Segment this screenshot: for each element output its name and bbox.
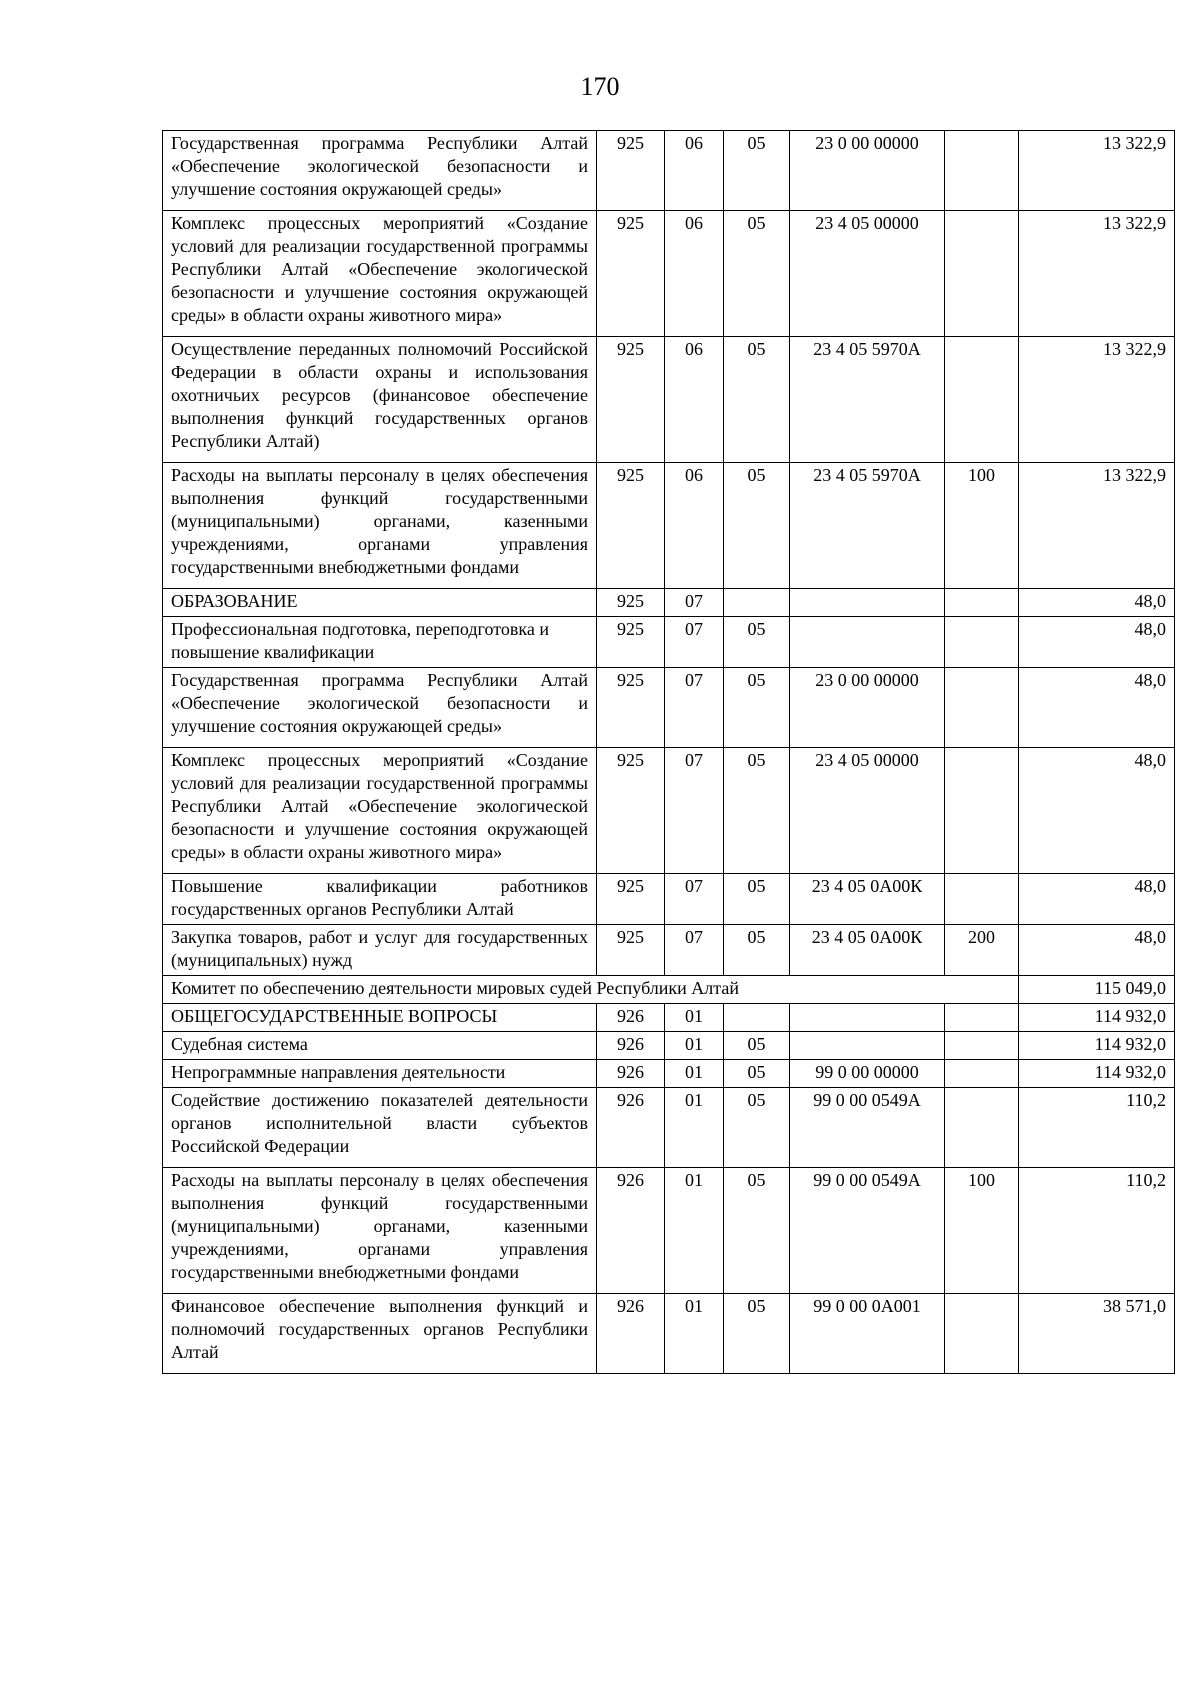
subsection-code-cell: 05: [724, 617, 790, 668]
expense-type-cell: [945, 1032, 1019, 1060]
ved-code-cell: 925: [597, 589, 665, 617]
ved-code-cell: 926: [597, 1032, 665, 1060]
table-row: [163, 1032, 1175, 1060]
sum-cell: 114 932,0: [1019, 1060, 1175, 1088]
row-name-cell: Закупка товаров, работ и услуг для государственных (муниципальных) нужд: [163, 925, 597, 976]
ved-code-cell: 926: [597, 1088, 665, 1168]
section-code-cell: 07: [665, 925, 724, 976]
target-article-cell: 23 0 00 00000: [790, 131, 945, 211]
ved-code-cell: 925: [597, 211, 665, 337]
row-name-cell: Комитет по обеспечению деятельности мировых судей Республики Алтай: [163, 976, 1019, 1004]
expense-type-cell: [945, 748, 1019, 874]
target-article-cell: 23 4 05 0А00К: [790, 874, 945, 925]
sum-cell: 48,0: [1019, 925, 1175, 976]
expense-type-cell: [945, 1294, 1019, 1374]
subsection-code-cell: 05: [724, 748, 790, 874]
table-row: [163, 748, 1175, 874]
expense-type-cell: [945, 211, 1019, 337]
section-code-cell: 07: [665, 589, 724, 617]
sum-cell: 114 932,0: [1019, 1032, 1175, 1060]
row-name-cell: ОБРАЗОВАНИЕ: [163, 589, 597, 617]
ved-code-cell: 925: [597, 874, 665, 925]
table-row: [163, 617, 1175, 668]
row-name-cell: Расходы на выплаты персоналу в целях обеспечения выполнения функций государственными (муниципальными) органами, казенными учреждениями, органами управления государственными внебюджетными фондами: [163, 1168, 597, 1294]
table-row: [163, 211, 1175, 337]
sum-cell: 48,0: [1019, 748, 1175, 874]
row-name-cell: Комплекс процессных мероприятий «Создание условий для реализации государственной программы Республики Алтай «Обеспечение экологической безопасности и улучшение состояния окружающей среды» в области охраны животного мира»: [163, 211, 597, 337]
sum-cell: 48,0: [1019, 874, 1175, 925]
section-code-cell: 06: [665, 463, 724, 589]
expense-type-cell: [945, 131, 1019, 211]
row-name-cell: Комплекс процессных мероприятий «Создание условий для реализации государственной программы Республики Алтай «Обеспечение экологической безопасности и улучшение состояния окружающей среды» в области охраны животного мира»: [163, 748, 597, 874]
row-name-cell: Финансовое обеспечение выполнения функций и полномочий государственных органов Республики Алтай: [163, 1294, 597, 1374]
section-code-cell: 01: [665, 1032, 724, 1060]
subsection-code-cell: 05: [724, 1088, 790, 1168]
expense-type-cell: [945, 589, 1019, 617]
table-row: [163, 589, 1175, 617]
ved-code-cell: 926: [597, 1168, 665, 1294]
target-article-cell: 23 4 05 0А00К: [790, 925, 945, 976]
target-article-cell: [790, 617, 945, 668]
subsection-code-cell: 05: [724, 874, 790, 925]
expense-type-cell: [945, 1060, 1019, 1088]
expense-type-cell: 100: [945, 463, 1019, 589]
section-code-cell: 01: [665, 1294, 724, 1374]
target-article-cell: [790, 1032, 945, 1060]
section-code-cell: 07: [665, 668, 724, 748]
section-code-cell: 06: [665, 131, 724, 211]
sum-cell: 38 571,0: [1019, 1294, 1175, 1374]
table-row: [163, 131, 1175, 211]
ved-code-cell: 926: [597, 1004, 665, 1032]
sum-cell: 48,0: [1019, 617, 1175, 668]
row-name-cell: Профессиональная подготовка, переподготовка и повышение квалификации: [163, 617, 597, 668]
section-code-cell: 01: [665, 1060, 724, 1088]
section-code-cell: 01: [665, 1168, 724, 1294]
row-name-cell: Государственная программа Республики Алтай «Обеспечение экологической безопасности и улучшение состояния окружающей среды»: [163, 131, 597, 211]
row-name-cell: Повышение квалификации работников государственных органов Республики Алтай: [163, 874, 597, 925]
target-article-cell: 23 4 05 5970А: [790, 463, 945, 589]
target-article-cell: 23 4 05 00000: [790, 211, 945, 337]
table-row: [163, 668, 1175, 748]
sum-cell: 48,0: [1019, 589, 1175, 617]
subsection-code-cell: 05: [724, 1168, 790, 1294]
subsection-code-cell: 05: [724, 211, 790, 337]
expense-type-cell: [945, 1088, 1019, 1168]
row-name-cell: Непрограммные направления деятельности: [163, 1060, 597, 1088]
subsection-code-cell: 05: [724, 1032, 790, 1060]
expense-type-cell: 100: [945, 1168, 1019, 1294]
expense-type-cell: 200: [945, 925, 1019, 976]
sum-cell: 13 322,9: [1019, 337, 1175, 463]
target-article-cell: 99 0 00 0549А: [790, 1168, 945, 1294]
ved-code-cell: 925: [597, 668, 665, 748]
ved-code-cell: 926: [597, 1060, 665, 1088]
expense-type-cell: [945, 617, 1019, 668]
target-article-cell: 99 0 00 00000: [790, 1060, 945, 1088]
subsection-code-cell: 05: [724, 925, 790, 976]
subsection-code-cell: 05: [724, 1294, 790, 1374]
budget-table: [162, 130, 1175, 1374]
ved-code-cell: 925: [597, 131, 665, 211]
ved-code-cell: 925: [597, 925, 665, 976]
table-row: [163, 1060, 1175, 1088]
section-code-cell: 01: [665, 1088, 724, 1168]
expense-type-cell: [945, 874, 1019, 925]
sum-cell: 110,2: [1019, 1088, 1175, 1168]
section-code-cell: 07: [665, 874, 724, 925]
table-row: [163, 337, 1175, 463]
table-row: [163, 1168, 1175, 1294]
row-name-cell: Содействие достижению показателей деятельности органов исполнительной власти субъектов Российской Федерации: [163, 1088, 597, 1168]
table-row: [163, 976, 1175, 1004]
section-code-cell: 06: [665, 211, 724, 337]
row-name-cell: Расходы на выплаты персоналу в целях обеспечения выполнения функций государственными (муниципальными) органами, казенными учреждениями, органами управления государственными внебюджетными фондами: [163, 463, 597, 589]
sum-cell: 13 322,9: [1019, 463, 1175, 589]
row-name-cell: Судебная система: [163, 1032, 597, 1060]
sum-cell: 115 049,0: [1019, 976, 1175, 1004]
page-number: 170: [580, 72, 620, 101]
section-code-cell: 07: [665, 748, 724, 874]
target-article-cell: 99 0 00 0549А: [790, 1088, 945, 1168]
ved-code-cell: 926: [597, 1294, 665, 1374]
section-code-cell: 07: [665, 617, 724, 668]
subsection-code-cell: 05: [724, 131, 790, 211]
target-article-cell: 23 4 05 5970А: [790, 337, 945, 463]
expense-type-cell: [945, 337, 1019, 463]
expense-type-cell: [945, 668, 1019, 748]
subsection-code-cell: 05: [724, 1060, 790, 1088]
target-article-cell: 23 4 05 00000: [790, 748, 945, 874]
sum-cell: 13 322,9: [1019, 131, 1175, 211]
target-article-cell: 23 0 00 00000: [790, 668, 945, 748]
target-article-cell: [790, 589, 945, 617]
table-row: [163, 874, 1175, 925]
expense-type-cell: [945, 1004, 1019, 1032]
subsection-code-cell: 05: [724, 337, 790, 463]
subsection-code-cell: [724, 1004, 790, 1032]
row-name-cell: Государственная программа Республики Алтай «Обеспечение экологической безопасности и улучшение состояния окружающей среды»: [163, 668, 597, 748]
subsection-code-cell: [724, 589, 790, 617]
sum-cell: 13 322,9: [1019, 211, 1175, 337]
table-row: [163, 1004, 1175, 1032]
subsection-code-cell: 05: [724, 463, 790, 589]
row-name-cell: ОБЩЕГОСУДАРСТВЕННЫЕ ВОПРОСЫ: [163, 1004, 597, 1032]
sum-cell: 114 932,0: [1019, 1004, 1175, 1032]
ved-code-cell: 925: [597, 337, 665, 463]
section-code-cell: 01: [665, 1004, 724, 1032]
sum-cell: 48,0: [1019, 668, 1175, 748]
table-row: [163, 1088, 1175, 1168]
ved-code-cell: 925: [597, 617, 665, 668]
row-name-cell: Осуществление переданных полномочий Российской Федерации в области охраны и использования охотничьих ресурсов (финансовое обеспечение выполнения функций государственных органов Республики Алтай): [163, 337, 597, 463]
target-article-cell: [790, 1004, 945, 1032]
target-article-cell: 99 0 00 0А001: [790, 1294, 945, 1374]
sum-cell: 110,2: [1019, 1168, 1175, 1294]
section-code-cell: 06: [665, 337, 724, 463]
table-row: [163, 925, 1175, 976]
subsection-code-cell: 05: [724, 668, 790, 748]
table-row: [163, 1294, 1175, 1374]
ved-code-cell: 925: [597, 748, 665, 874]
table-row: [163, 463, 1175, 589]
ved-code-cell: 925: [597, 463, 665, 589]
